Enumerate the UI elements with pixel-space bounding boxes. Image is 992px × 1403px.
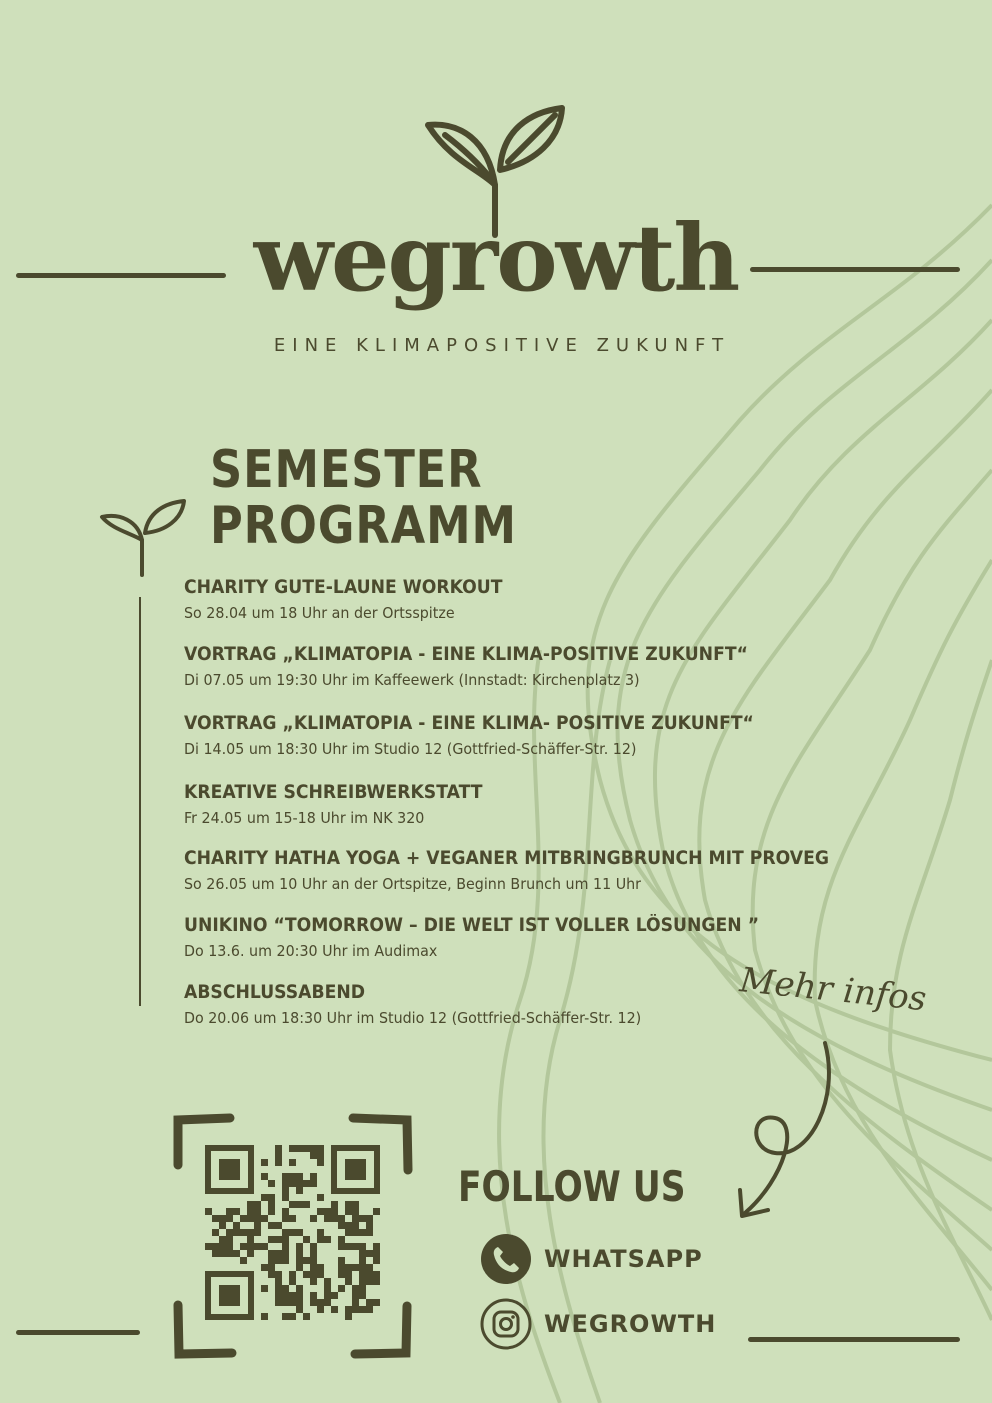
curly-arrow-icon <box>730 1038 840 1223</box>
event-info: Do 13.6. um 20:30 Uhr im Audimax <box>184 942 438 960</box>
qr-module <box>289 1229 296 1236</box>
qr-module <box>289 1271 296 1278</box>
qr-module <box>345 1278 352 1285</box>
qr-module <box>240 1257 247 1264</box>
qr-module <box>282 1250 289 1257</box>
qr-module <box>296 1292 303 1299</box>
event-title: ABSCHLUSSABEND <box>184 982 366 1003</box>
qr-module <box>212 1250 219 1257</box>
phone-icon <box>480 1233 532 1285</box>
instagram-icon <box>480 1298 532 1350</box>
qr-module <box>296 1173 303 1180</box>
qr-module <box>310 1145 317 1152</box>
qr-module <box>289 1299 296 1306</box>
qr-module <box>282 1257 289 1264</box>
qr-module <box>289 1292 296 1299</box>
qr-module <box>282 1208 289 1215</box>
qr-module <box>303 1313 310 1320</box>
event-item <box>184 981 681 1029</box>
qr-module <box>359 1285 366 1292</box>
qr-module <box>324 1299 331 1306</box>
qr-module <box>359 1215 366 1222</box>
qr-module <box>352 1264 359 1271</box>
qr-module <box>282 1236 289 1243</box>
qr-module <box>268 1222 275 1229</box>
qr-module <box>317 1264 324 1271</box>
qr-module <box>275 1159 282 1166</box>
qr-module <box>338 1271 345 1278</box>
qr-module <box>359 1292 366 1299</box>
qr-module <box>205 1208 212 1215</box>
qr-module <box>366 1278 373 1285</box>
qr-module <box>282 1173 289 1180</box>
qr-module <box>261 1285 268 1292</box>
event-title: KREATIVE SCHREIBWERKSTATT <box>184 782 483 803</box>
qr-finder <box>219 1159 240 1180</box>
qr-module <box>205 1243 212 1250</box>
qr-module <box>254 1215 261 1222</box>
qr-module <box>331 1208 338 1215</box>
qr-module <box>261 1313 268 1320</box>
qr-module <box>352 1299 359 1306</box>
qr-module <box>289 1313 296 1320</box>
instagram-label: WEGROWTH <box>544 1310 717 1338</box>
qr-module <box>324 1236 331 1243</box>
event-info: So 26.05 um 10 Uhr an der Ortspitze, Beginn Brunch um 11 Uhr <box>184 875 642 893</box>
qr-module <box>352 1208 359 1215</box>
qr-module <box>268 1250 275 1257</box>
qr-module <box>310 1173 317 1180</box>
qr-module <box>226 1236 233 1243</box>
qr-module <box>324 1215 331 1222</box>
qr-finder <box>345 1159 366 1180</box>
whatsapp-link[interactable] <box>480 1233 703 1285</box>
event-item <box>184 914 802 962</box>
qr-module <box>359 1243 366 1250</box>
qr-module <box>338 1243 345 1250</box>
qr-module <box>254 1229 261 1236</box>
qr-module <box>289 1180 296 1187</box>
brand-tagline: EINE KLIMAPOSITIVE ZUKUNFT <box>273 335 731 356</box>
qr-module <box>366 1264 373 1271</box>
qr-module <box>296 1180 303 1187</box>
qr-module <box>317 1299 324 1306</box>
event-title: VORTRAG „KLIMATOPIA - EINE KLIMA-POSITIVE ZUKUNFT“ <box>184 644 748 665</box>
qr-module <box>226 1215 233 1222</box>
qr-module <box>310 1250 317 1257</box>
qr-module <box>240 1229 247 1236</box>
qr-module <box>345 1222 352 1229</box>
qr-module <box>352 1292 359 1299</box>
qr-module <box>282 1215 289 1222</box>
qr-module <box>359 1229 366 1236</box>
qr-module <box>338 1222 345 1229</box>
small-sprout-icon <box>98 495 188 577</box>
qr-module <box>247 1201 254 1208</box>
qr-module <box>352 1243 359 1250</box>
qr-module <box>226 1250 233 1257</box>
qr-finder <box>219 1285 240 1306</box>
qr-module <box>219 1243 226 1250</box>
qr-module <box>289 1145 296 1152</box>
bottom-left-rule <box>16 1330 140 1335</box>
qr-module <box>303 1201 310 1208</box>
qr-module <box>359 1257 366 1264</box>
qr-module <box>275 1292 282 1299</box>
qr-module <box>254 1201 261 1208</box>
timeline-line <box>139 597 141 1006</box>
qr-module <box>247 1208 254 1215</box>
qr-module <box>247 1229 254 1236</box>
qr-module <box>345 1243 352 1250</box>
qr-module <box>275 1278 282 1285</box>
qr-module <box>366 1299 373 1306</box>
event-item <box>184 712 797 760</box>
qr-module <box>352 1306 359 1313</box>
qr-module <box>261 1194 268 1201</box>
qr-module <box>373 1250 380 1257</box>
qr-module <box>373 1243 380 1250</box>
qr-module <box>331 1292 338 1299</box>
qr-module <box>345 1229 352 1236</box>
qr-module <box>310 1292 317 1299</box>
qr-module <box>366 1271 373 1278</box>
qr-module <box>247 1243 254 1250</box>
qr-module <box>247 1250 254 1257</box>
qr-module <box>226 1208 233 1215</box>
program-title-line2: PROGRAMM <box>210 496 517 556</box>
bottom-right-rule <box>748 1337 960 1342</box>
qr-module <box>324 1208 331 1215</box>
follow-us-title: FOLLOW US <box>458 1162 686 1211</box>
qr-module <box>366 1222 373 1229</box>
qr-module <box>261 1159 268 1166</box>
qr-module <box>310 1278 317 1285</box>
event-info: Di 07.05 um 19:30 Uhr im Kaffeewerk (Innstadt: Kirchenplatz 3) <box>184 671 640 689</box>
qr-module <box>366 1250 373 1257</box>
qr-module <box>303 1271 310 1278</box>
brand-name: wegrowth <box>253 204 739 312</box>
qr-module <box>317 1159 324 1166</box>
qr-module <box>282 1313 289 1320</box>
whatsapp-label: WHATSAPP <box>544 1245 703 1273</box>
qr-module <box>338 1236 345 1243</box>
qr-module <box>359 1271 366 1278</box>
qr-module <box>303 1236 310 1243</box>
qr-module <box>275 1271 282 1278</box>
qr-module <box>296 1187 303 1194</box>
qr-module <box>219 1222 226 1229</box>
qr-code[interactable] <box>170 1110 415 1362</box>
qr-module <box>352 1201 359 1208</box>
qr-module <box>331 1215 338 1222</box>
qr-module <box>317 1194 324 1201</box>
qr-module <box>282 1285 289 1292</box>
qr-module <box>282 1229 289 1236</box>
qr-module <box>275 1222 282 1229</box>
qr-module <box>317 1306 324 1313</box>
qr-module <box>310 1180 317 1187</box>
qr-module <box>324 1278 331 1285</box>
qr-module <box>233 1222 240 1229</box>
qr-module <box>282 1180 289 1187</box>
event-title: VORTRAG „KLIMATOPIA - EINE KLIMA- POSITIVE ZUKUNFT“ <box>184 713 754 734</box>
qr-module <box>366 1306 373 1313</box>
qr-module <box>261 1243 268 1250</box>
qr-module <box>289 1201 296 1208</box>
qr-module <box>212 1243 219 1250</box>
qr-module <box>254 1222 261 1229</box>
event-title: CHARITY HATHA YOGA + VEGANER MITBRINGBRUNCH MIT PROVEG <box>184 848 829 869</box>
qr-module <box>366 1229 373 1236</box>
qr-module <box>331 1201 338 1208</box>
qr-module <box>275 1236 282 1243</box>
qr-module <box>366 1215 373 1222</box>
qr-module <box>268 1236 275 1243</box>
qr-module <box>310 1215 317 1222</box>
qr-module <box>296 1250 303 1257</box>
qr-module <box>317 1152 324 1159</box>
qr-module <box>345 1306 352 1313</box>
qr-module <box>289 1159 296 1166</box>
qr-module <box>240 1243 247 1250</box>
qr-module <box>345 1201 352 1208</box>
qr-module <box>296 1243 303 1250</box>
qr-module <box>373 1257 380 1264</box>
event-item <box>184 643 790 691</box>
qr-module <box>359 1264 366 1271</box>
qr-module <box>247 1215 254 1222</box>
qr-module <box>282 1187 289 1194</box>
qr-module <box>268 1208 275 1215</box>
qr-module <box>296 1306 303 1313</box>
qr-module <box>345 1264 352 1271</box>
event-item <box>184 781 505 829</box>
qr-module <box>219 1215 226 1222</box>
qr-module <box>338 1257 345 1264</box>
qr-module <box>275 1250 282 1257</box>
qr-module <box>268 1264 275 1271</box>
qr-module <box>268 1194 275 1201</box>
event-title: UNIKINO “TOMORROW – DIE WELT IST VOLLER LÖSUNGEN ” <box>184 915 760 936</box>
qr-module <box>345 1313 352 1320</box>
qr-module <box>282 1292 289 1299</box>
qr-module <box>296 1257 303 1264</box>
qr-module <box>268 1201 275 1208</box>
qr-module <box>317 1229 324 1236</box>
instagram-link[interactable] <box>480 1298 716 1350</box>
qr-module <box>317 1236 324 1243</box>
qr-module <box>275 1285 282 1292</box>
qr-module <box>275 1145 282 1152</box>
qr-module <box>345 1271 352 1278</box>
qr-module <box>317 1145 324 1152</box>
qr-module <box>310 1257 317 1264</box>
qr-module <box>359 1306 366 1313</box>
qr-module <box>296 1229 303 1236</box>
qr-module <box>296 1285 303 1292</box>
qr-module <box>247 1236 254 1243</box>
qr-module <box>352 1229 359 1236</box>
qr-module <box>303 1257 310 1264</box>
qr-module <box>310 1152 317 1159</box>
qr-module <box>219 1250 226 1257</box>
qr-module <box>233 1229 240 1236</box>
event-info: So 28.04 um 18 Uhr an der Ortsspitze <box>184 604 455 622</box>
qr-module <box>261 1215 268 1222</box>
qr-module <box>282 1194 289 1201</box>
qr-module <box>317 1208 324 1215</box>
program-title-line1: SEMESTER <box>210 440 483 500</box>
qr-module <box>310 1299 317 1306</box>
qr-module <box>275 1257 282 1264</box>
qr-module <box>338 1285 345 1292</box>
more-info-text: Mehr infos <box>737 960 929 1020</box>
qr-module <box>310 1243 317 1250</box>
qr-module <box>226 1243 233 1250</box>
qr-module <box>359 1250 366 1257</box>
qr-module <box>296 1201 303 1208</box>
qr-module <box>282 1299 289 1306</box>
program-title <box>210 442 517 554</box>
qr-module <box>275 1299 282 1306</box>
qr-module <box>303 1180 310 1187</box>
event-item <box>184 847 878 895</box>
qr-module <box>373 1278 380 1285</box>
qr-module <box>296 1299 303 1306</box>
qr-module <box>352 1215 359 1222</box>
qr-module <box>275 1152 282 1159</box>
qr-module <box>289 1173 296 1180</box>
qr-module <box>261 1264 268 1271</box>
qr-module <box>240 1215 247 1222</box>
qr-module <box>373 1208 380 1215</box>
qr-module <box>324 1285 331 1292</box>
event-info: Do 20.06 um 18:30 Uhr im Studio 12 (Gottfried-Schäffer-Str. 12) <box>184 1009 642 1027</box>
qr-module <box>226 1229 233 1236</box>
qr-module <box>352 1222 359 1229</box>
qr-module <box>310 1271 317 1278</box>
qr-module <box>254 1243 261 1250</box>
event-item <box>184 576 526 624</box>
qr-module <box>338 1264 345 1271</box>
event-info: Fr 24.05 um 15-18 Uhr im NK 320 <box>184 809 425 827</box>
qr-module <box>373 1271 380 1278</box>
qr-module <box>331 1306 338 1313</box>
qr-module <box>310 1264 317 1271</box>
qr-module <box>373 1299 380 1306</box>
qr-module <box>352 1285 359 1292</box>
qr-module <box>289 1278 296 1285</box>
qr-module <box>296 1145 303 1152</box>
qr-module <box>219 1236 226 1243</box>
event-title: CHARITY GUTE-LAUNE WORKOUT <box>184 577 503 598</box>
qr-module <box>338 1215 345 1222</box>
qr-module <box>345 1208 352 1215</box>
qr-module <box>324 1292 331 1299</box>
qr-module <box>268 1271 275 1278</box>
qr-module <box>296 1264 303 1271</box>
qr-module <box>268 1180 275 1187</box>
event-info: Di 14.05 um 18:30 Uhr im Studio 12 (Gottfried-Schäffer-Str. 12) <box>184 740 637 758</box>
qr-module <box>317 1271 324 1278</box>
qr-module <box>282 1243 289 1250</box>
qr-module <box>212 1215 219 1222</box>
qr-module <box>303 1145 310 1152</box>
qr-module <box>233 1250 240 1257</box>
qr-module <box>261 1173 268 1180</box>
qr-module <box>254 1208 261 1215</box>
qr-module <box>289 1215 296 1222</box>
qr-module <box>233 1208 240 1215</box>
qr-module <box>212 1229 219 1236</box>
qr-module <box>268 1257 275 1264</box>
qr-module <box>359 1278 366 1285</box>
